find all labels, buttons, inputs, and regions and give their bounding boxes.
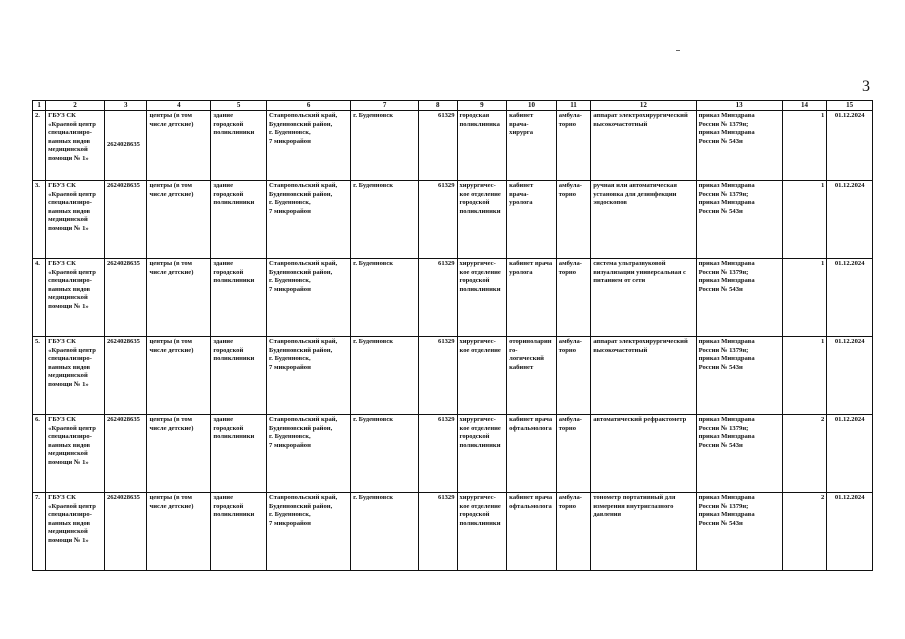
header-cell: 14 [782,101,827,111]
department: хирургичес- кое отделение городской поликлиники [457,181,507,259]
table-row [33,493,873,571]
quantity: 1 [782,259,827,337]
header-cell: 10 [507,101,557,111]
category: центры (в том числе детские) [147,111,211,181]
equipment: система ультразвуковой визуализации универсальная с питанием от сети [591,259,696,337]
address: Ставропольский край, Буденновский район, г. Буденновск, 7 микрорайон [267,337,351,415]
department: хирургичес- кое отделение городской поликлиники [457,415,507,493]
care-type: амбула- торно [556,259,590,337]
inn: 2624028635 [104,337,147,415]
header-cell: 1 [33,101,46,111]
department: хирургичес- кое отделение [457,337,507,415]
code: 61329 [419,259,458,337]
room: кабинет врача- уролога [507,181,557,259]
city: г. Буденновск [351,337,419,415]
row-number: 6. [33,415,46,493]
room: кабинет врача офтальмолога [507,493,557,571]
order: приказ Минздрава России № 1379н; приказ Минздрава России № 543н [696,415,782,493]
department: городская поликлиника [457,111,507,181]
inn: 2624028635 [104,415,147,493]
table-row [33,181,873,259]
address: Ставропольский край, Буденновский район, г. Буденновск, 7 микрорайон [267,181,351,259]
order: приказ Минздрава России № 1379н; приказ Минздрава России № 543н [696,181,782,259]
address: Ставропольский край, Буденновский район, г. Буденновск, 7 микрорайон [267,111,351,181]
row-number: 2. [33,111,46,181]
row-number: 7. [33,493,46,571]
quantity: 1 [782,181,827,259]
header-cell: 7 [351,101,419,111]
room: кабинет врача- хирурга [507,111,557,181]
header-cell: 11 [556,101,590,111]
date: 01.12.2024 [827,415,873,493]
scan-speck [676,50,680,51]
care-type: амбула- торно [556,415,590,493]
header-cell: 2 [46,101,105,111]
equipment: тонометр портативный для измерения внутриглазного давления [591,493,696,571]
row-number: 5. [33,337,46,415]
organization: ГБУЗ СК «Краевой центр специализиро- ванных видов медицинской помощи № 1» [46,493,105,571]
building: здание городской поликлиники [211,493,267,571]
date: 01.12.2024 [827,337,873,415]
category: центры (в том числе детские) [147,259,211,337]
city: г. Буденновск [351,259,419,337]
code: 61329 [419,111,458,181]
department: хирургичес- кое отделение городской поликлиники [457,259,507,337]
code: 61329 [419,337,458,415]
quantity: 1 [782,337,827,415]
order: приказ Минздрава России № 1379н; приказ Минздрава России № 543н [696,259,782,337]
room: кабинет врача офтальмолога [507,415,557,493]
category: центры (в том числе детские) [147,493,211,571]
city: г. Буденновск [351,415,419,493]
building: здание городской поликлиники [211,415,267,493]
category: центры (в том числе детские) [147,337,211,415]
organization: ГБУЗ СК «Краевой центр специализиро- ванных видов медицинской помощи № 1» [46,259,105,337]
inn: 2624028635 [104,493,147,571]
header-cell: 4 [147,101,211,111]
quantity: 2 [782,493,827,571]
table-row [33,337,873,415]
header-cell: 8 [419,101,458,111]
address: Ставропольский край, Буденновский район, г. Буденновск, 7 микрорайон [267,259,351,337]
category: центры (в том числе детские) [147,415,211,493]
address: Ставропольский край, Буденновский район, г. Буденновск, 7 микрорайон [267,415,351,493]
table-row [33,415,873,493]
equipment-table [32,100,873,571]
code: 61329 [419,181,458,259]
header-cell: 6 [267,101,351,111]
city: г. Буденновск [351,181,419,259]
inn: 2624028635 [104,181,147,259]
quantity: 2 [782,415,827,493]
city: г. Буденновск [351,493,419,571]
row-number: 4. [33,259,46,337]
building: здание городской поликлиники [211,337,267,415]
quantity: 1 [782,111,827,181]
date: 01.12.2024 [827,493,873,571]
equipment: ручная или автоматическая установка для дезинфекции эндоскопов [591,181,696,259]
inn: 2624028635 [104,111,147,181]
table-row [33,111,873,181]
date: 01.12.2024 [827,181,873,259]
room: кабинет врача уролога [507,259,557,337]
header-cell: 5 [211,101,267,111]
organization: ГБУЗ СК «Краевой центр специализиро- ванных видов медицинской помощи № 1» [46,111,105,181]
date: 01.12.2024 [827,111,873,181]
row-number: 3. [33,181,46,259]
code: 61329 [419,415,458,493]
equipment: аппарат электрохирургический высокочастотный [591,111,696,181]
care-type: амбула- торно [556,111,590,181]
building: здание городской поликлиники [211,259,267,337]
organization: ГБУЗ СК «Краевой центр специализиро- ванных видов медицинской помощи № 1» [46,181,105,259]
inn: 2624028635 [104,259,147,337]
header-cell: 15 [827,101,873,111]
header-cell: 3 [104,101,147,111]
building: здание городской поликлиники [211,181,267,259]
order: приказ Минздрава России № 1379н; приказ Минздрава России № 543н [696,111,782,181]
equipment: аппарат электрохирургический высокочастотный [591,337,696,415]
organization: ГБУЗ СК «Краевой центр специализиро- ванных видов медицинской помощи № 1» [46,415,105,493]
header-cell: 9 [457,101,507,111]
city: г. Буденновск [351,111,419,181]
table-row [33,259,873,337]
department: хирургичес- кое отделение городской поликлиники [457,493,507,571]
code: 61329 [419,493,458,571]
equipment: автоматический рефрактометр [591,415,696,493]
care-type: амбула- торно [556,181,590,259]
organization: ГБУЗ СК «Краевой центр специализиро- ванных видов медицинской помощи № 1» [46,337,105,415]
header-cell: 12 [591,101,696,111]
page-number: 3 [862,78,870,95]
date: 01.12.2024 [827,259,873,337]
building: здание городской поликлиники [211,111,267,181]
care-type: амбула- торно [556,493,590,571]
order: приказ Минздрава России № 1379н; приказ Минздрава России № 543н [696,337,782,415]
care-type: амбула- торно [556,337,590,415]
header-row [33,101,873,111]
address: Ставропольский край, Буденновский район, г. Буденновск, 7 микрорайон [267,493,351,571]
room: оториноларинго- логический кабинет [507,337,557,415]
category: центры (в том числе детские) [147,181,211,259]
order: приказ Минздрава России № 1379н; приказ Минздрава России № 543н [696,493,782,571]
header-cell: 13 [696,101,782,111]
